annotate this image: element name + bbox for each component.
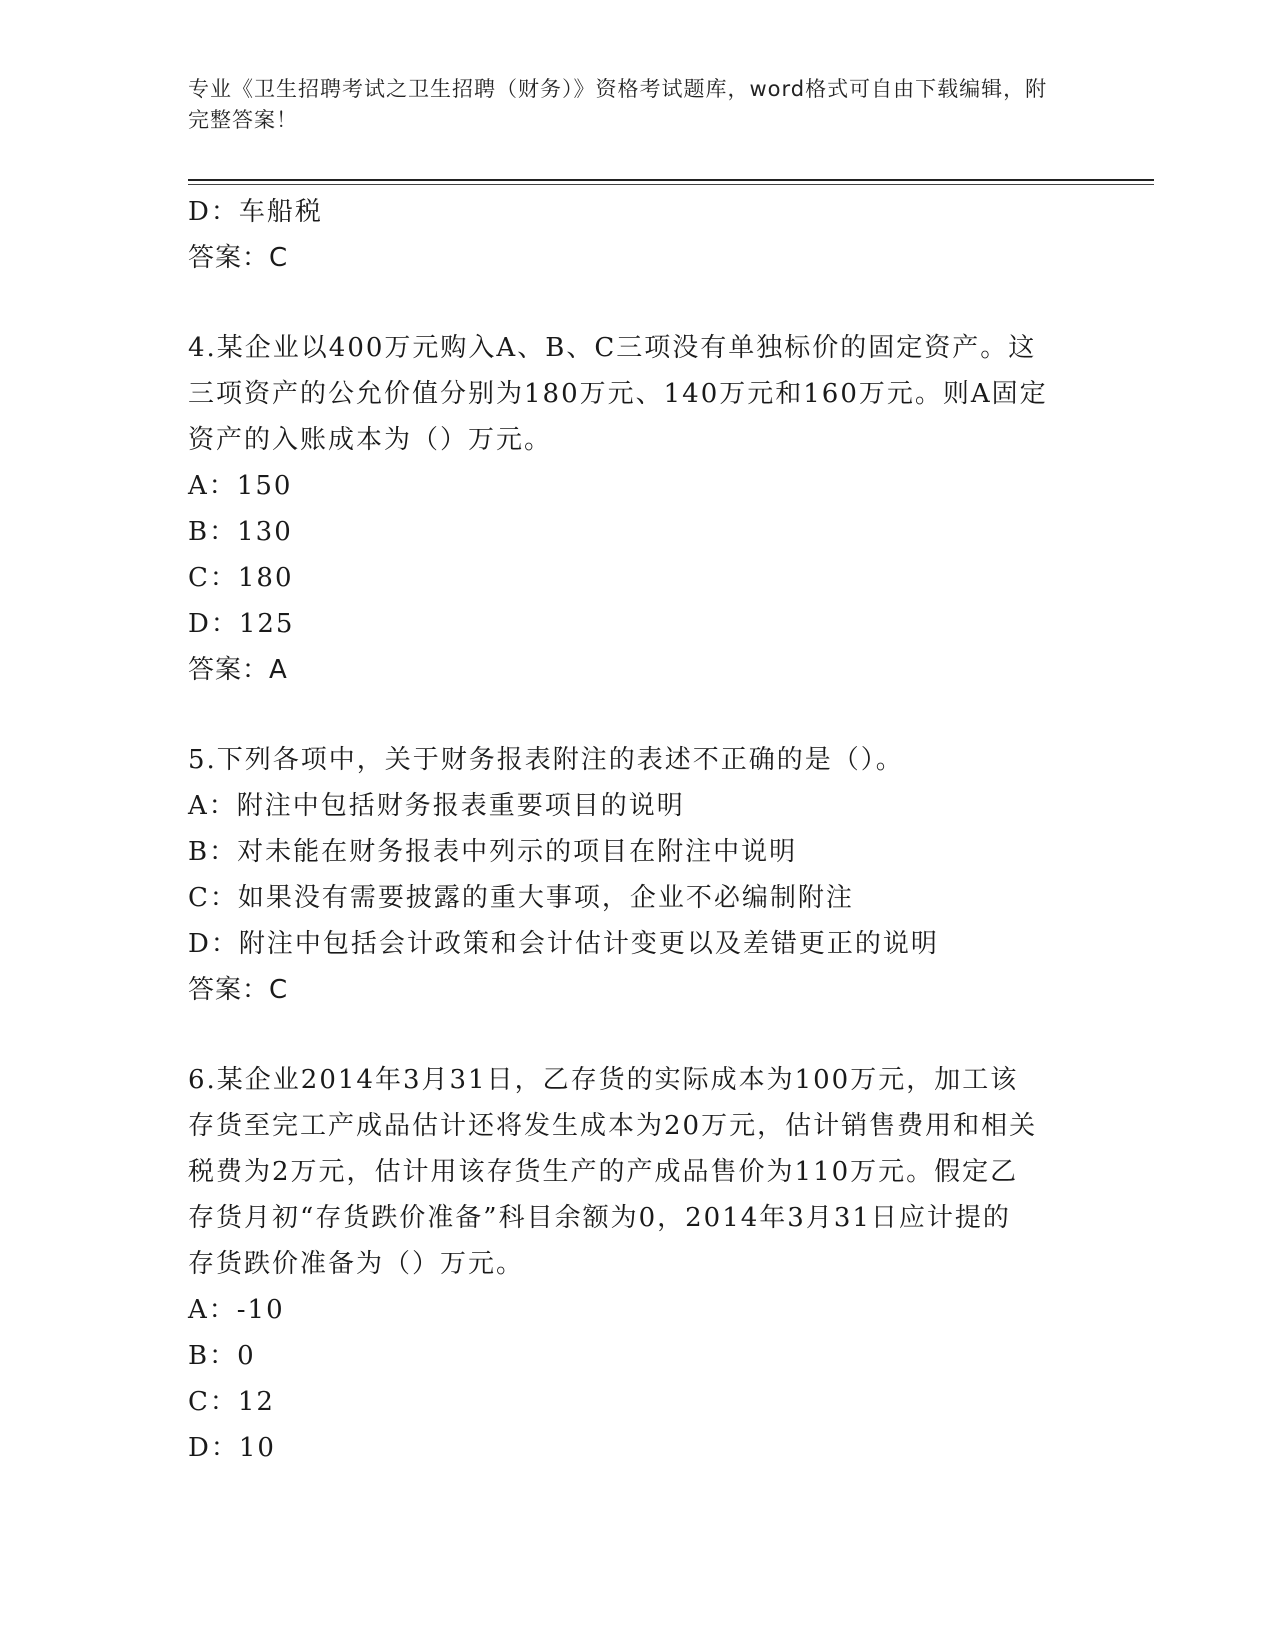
option-a: A：附注中包括财务报表重要项目的说明 — [188, 791, 685, 821]
option-b: B：130 — [188, 517, 293, 547]
answer: 答案：C — [188, 243, 289, 273]
question-text-line: 资产的入账成本为（）万元。 — [188, 425, 553, 455]
question-5 — [188, 737, 1088, 783]
answer: 答案：C — [188, 975, 289, 1005]
header-divider-thin — [188, 184, 1154, 185]
question-text-line: 5.下列各项中，关于财务报表附注的表述不正确的是（）。 — [188, 745, 904, 775]
header-divider — [188, 179, 1154, 181]
question-content — [188, 189, 1088, 1471]
question-text-line: 存货月初“存货跌价准备”科目余额为0，2014年3月31日应计提的 — [188, 1203, 1011, 1233]
question-text-line: 三项资产的公允价值分别为180万元、140万元和160万元。则A固定 — [188, 379, 1048, 409]
option-b: B：对未能在财务报表中列示的项目在附注中说明 — [188, 837, 798, 867]
question-text-line: 存货至完工产成品估计还将发生成本为20万元，估计销售费用和相关 — [188, 1111, 1038, 1141]
question-4 — [188, 325, 1088, 463]
question-6 — [188, 1057, 1088, 1287]
option-d: D：附注中包括会计政策和会计估计变更以及差错更正的说明 — [188, 929, 939, 959]
question-text-line: 4.某企业以400万元购入A、B、C三项没有单独标价的固定资产。这 — [188, 333, 1037, 363]
question-text-line: 存货跌价准备为（）万元。 — [188, 1249, 525, 1279]
question-text-line: 6.某企业2014年3月31日，乙存货的实际成本为100万元，加工该 — [188, 1065, 1019, 1095]
option-a: A：-10 — [188, 1295, 285, 1325]
option-a: A：150 — [188, 471, 293, 501]
option-c: C：180 — [188, 563, 294, 593]
option-c: C：如果没有需要披露的重大事项，企业不必编制附注 — [188, 883, 854, 913]
option-c: C：12 — [188, 1387, 275, 1417]
option-d: D：车船税 — [188, 197, 323, 227]
option-d: D：10 — [188, 1433, 276, 1463]
header-note: 专业《卫生招聘考试之卫生招聘（财务）》资格考试题库，word格式可自由下载编辑，附完整答案！ — [188, 77, 1048, 132]
option-b: B：0 — [188, 1341, 256, 1371]
question-text-line: 税费为2万元，估计用该存货生产的产成品售价为110万元。假定乙 — [188, 1157, 1019, 1187]
option-d: D：125 — [188, 609, 295, 639]
answer: 答案：A — [188, 655, 288, 685]
